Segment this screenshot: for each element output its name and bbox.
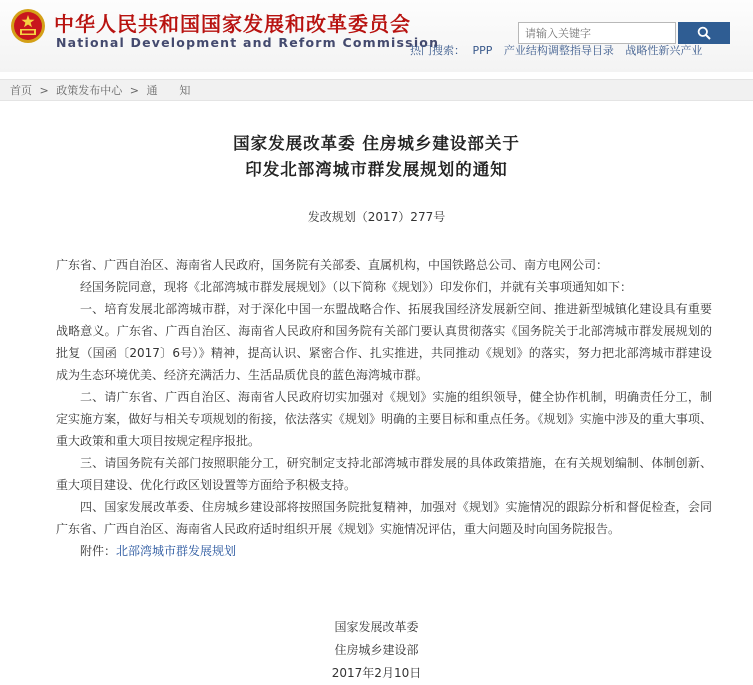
breadcrumb-policy-center[interactable]: 政策发布中心 (56, 84, 123, 97)
attachment-label: 附件： (80, 544, 117, 558)
breadcrumb (0, 79, 753, 101)
hot-word-link[interactable]: PPP (472, 44, 493, 57)
doc-item-4: 四、国家发展改革委、住房城乡建设部将按照国务院批复精神，加强对《规划》实施情况的跟踪分析和督促检查，会同广东省、广西自治区、海南省人民政府适时组织开展《规划》实施情况评估，重大问题及时向国务院报告。 (56, 500, 712, 536)
search-icon (697, 26, 711, 40)
doc-intro: 经国务院同意，现将《北部湾城市群发展规划》（以下简称《规划》）印发你们，并就有关事项通知如下： (80, 280, 633, 294)
attachment-link[interactable]: 北部湾城市群发展规划 (116, 544, 237, 558)
doc-number: 发改规划（2017）277号 (307, 210, 446, 224)
doc-body (56, 254, 712, 562)
search-button[interactable] (678, 22, 730, 44)
breadcrumb-separator: > (129, 84, 139, 97)
hot-search-label: 热门搜索： (410, 44, 465, 57)
doc-addressee: 广东省、广西自治区、海南省人民政府，国务院有关部委、直属机构，中国铁路总公司、南方电网公司： (56, 258, 609, 272)
doc-title-line2: 印发北部湾城市群发展规划的通知 (245, 160, 508, 179)
signer-mohurd: 住房城乡建设部 (334, 643, 419, 657)
doc-title-line1: 国家发展改革委 住房城乡建设部关于 (233, 134, 520, 153)
hot-word-link[interactable]: 战略性新兴产业 (625, 44, 703, 57)
org-name-cn[interactable]: 中华人民共和国国家发展和改革委员会 (54, 12, 411, 36)
breadcrumb-separator: > (39, 84, 49, 97)
breadcrumb-home[interactable]: 首页 (10, 84, 32, 97)
site-header (0, 0, 753, 72)
hot-word-link[interactable]: 产业结构调整指导目录 (503, 44, 614, 57)
breadcrumb-notice[interactable]: 通 知 (146, 84, 191, 97)
national-emblem-icon (10, 8, 46, 44)
doc-item-1: 一、培育发展北部湾城市群，对于深化中国一东盟战略合作、拓展我国经济发展新空间、推进新型城镇化建设具有重要战略意义。广东省、广西自治区、海南省人民政府和国务院有关部门要认真贯彻落实《国务院关于北部湾城市群发展规划的批复（国函〔2017〕6号）》精神，提高认识、紧密合作、扎实推进，共同推动《规划》的落实，努力把北部湾城市群建设成为生态环境优美、经济充满活力、生活品质优良的蓝色海湾城市群。 (56, 302, 712, 382)
signer-ndrc: 国家发展改革委 (334, 620, 419, 634)
doc-item-2: 二、请广东省、广西自治区、海南省人民政府切实加强对《规划》实施的组织领导，健全协作机制，明确责任分工，制定实施方案，做好与相关专项规划的衔接，依法落实《规划》明确的主要目标和重点任务。《规划》实施中涉及的重大事项、重大政策和重大项目按规定程序报批。 (56, 390, 712, 448)
hot-search (410, 42, 710, 58)
doc-attachment (56, 540, 712, 562)
org-name-en: National Development and Reform Commission (56, 35, 440, 50)
doc-date: 2017年2月10日 (331, 666, 422, 680)
search-input[interactable] (518, 22, 676, 44)
doc-item-3: 三、请国务院有关部门按照职能分工，研究制定支持北部湾城市群发展的具体政策措施，在有关规划编制、体制创新、重大项目建设、优化行政区划设置等方面给予积极支持。 (56, 456, 712, 492)
